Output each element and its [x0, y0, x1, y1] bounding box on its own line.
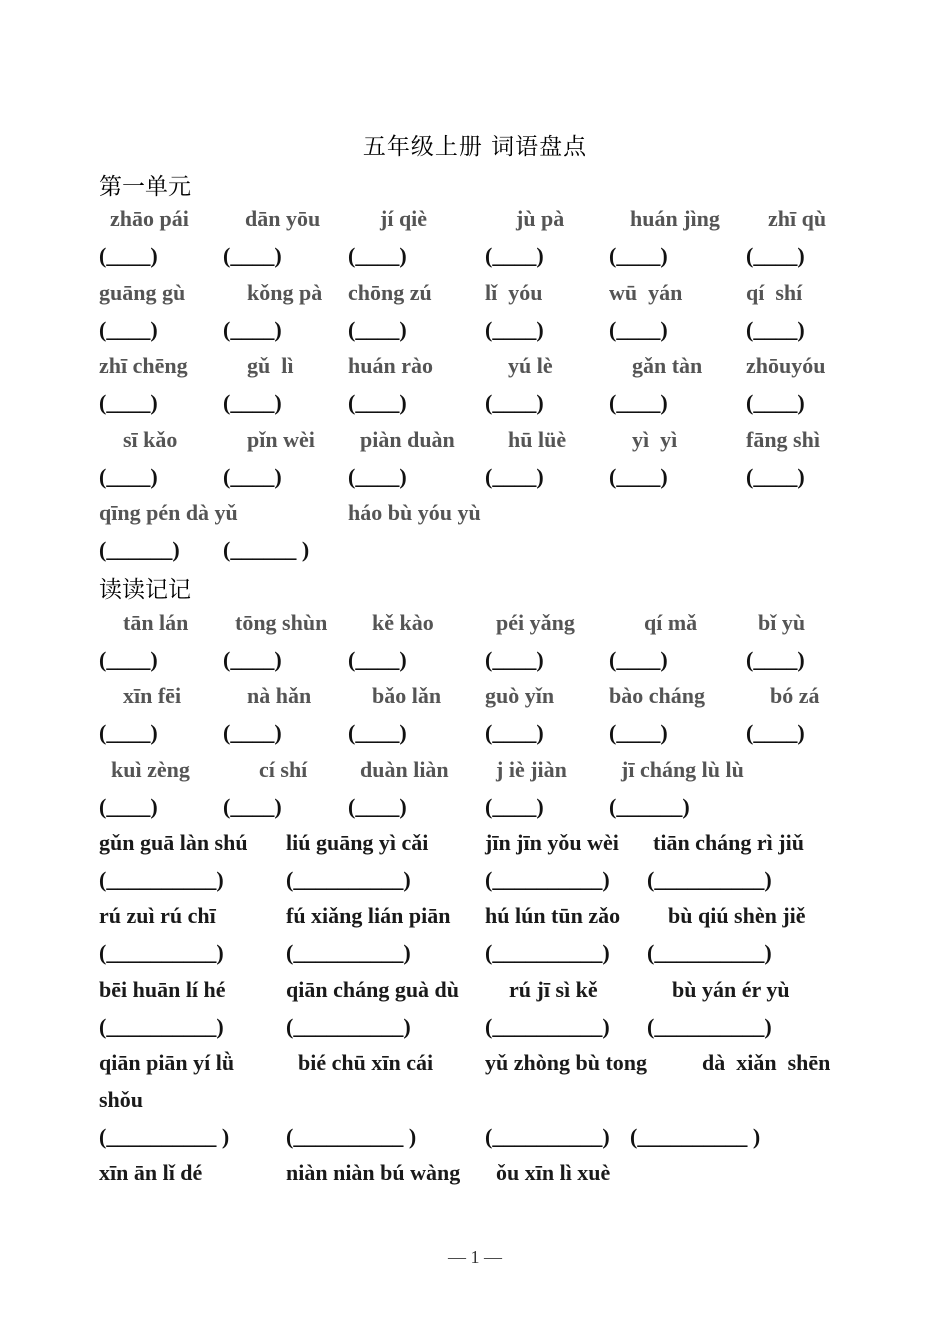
pinyin-word: tōng shùn	[235, 610, 328, 635]
pinyin-row	[0, 1158, 950, 1188]
answer-blank: (____)	[348, 464, 407, 489]
answer-blank: (__________)	[647, 940, 772, 965]
answer-blank: (____)	[99, 317, 158, 342]
pinyin-word: kuì zèng	[111, 757, 190, 782]
section-heading-unit-1: 第一单元	[99, 174, 191, 200]
page-number: — 1 —	[448, 1247, 502, 1267]
answer-blank: (____)	[99, 647, 158, 672]
answer-blank: (__________)	[485, 1014, 610, 1039]
answer-blank: (____)	[609, 243, 668, 268]
pinyin-idiom: qiān piān yí lǜ	[99, 1050, 235, 1075]
answer-blank: (____)	[223, 390, 282, 415]
pinyin-word: zhāo pái	[110, 206, 189, 231]
pinyin-idiom: dà xiǎn shēn	[702, 1050, 831, 1075]
pinyin-row	[0, 975, 950, 1005]
answer-blank: (____)	[99, 464, 158, 489]
pinyin-word: hū lüè	[508, 427, 567, 452]
answer-blank: (____)	[746, 464, 805, 489]
pinyin-idiom: bù qiú shèn jiě	[668, 903, 806, 928]
answer-blank: (____)	[99, 794, 158, 819]
pinyin-row	[0, 204, 950, 234]
pinyin-word: sī kǎo	[123, 427, 178, 452]
answer-blank: (____)	[485, 720, 544, 745]
pinyin-row	[0, 681, 950, 711]
answer-blank: (____)	[348, 317, 407, 342]
answer-blank: (____)	[485, 647, 544, 672]
pinyin-row-wrap	[0, 1085, 950, 1115]
answer-blank: (____)	[99, 243, 158, 268]
pinyin-idiom: bù yán ér yù	[672, 977, 790, 1002]
answer-blank: (____)	[746, 647, 805, 672]
pinyin-word: zhī qù	[768, 206, 827, 231]
answer-blank: (____)	[609, 720, 668, 745]
pinyin-row	[0, 1048, 950, 1078]
pinyin-word: jù pà	[516, 206, 565, 231]
pinyin-word: pǐn wèi	[247, 427, 315, 452]
pinyin-row	[0, 351, 950, 381]
pinyin-idiom: tiān cháng rì jiǔ	[653, 830, 804, 855]
answer-blank: (____)	[485, 243, 544, 268]
pinyin-row	[0, 425, 950, 455]
pinyin-idiom: bēi huān lí hé	[99, 977, 226, 1002]
blank-row	[0, 865, 950, 895]
answer-blank: (__________ )	[630, 1124, 761, 1149]
blank-row	[0, 315, 950, 345]
pinyin-word: péi yǎng	[496, 610, 575, 635]
answer-blank: (__________)	[647, 867, 772, 892]
pinyin-idiom: fú xiǎng lián piān	[286, 903, 451, 928]
answer-blank: (__________)	[99, 867, 224, 892]
pinyin-word: qí mǎ	[644, 610, 698, 635]
answer-blank: (__________)	[485, 1124, 610, 1149]
blank-row	[0, 241, 950, 271]
answer-blank: (____)	[223, 464, 282, 489]
pinyin-word: bǎo lǎn	[372, 683, 442, 708]
answer-blank: (____)	[99, 720, 158, 745]
pinyin-word: dān yōu	[245, 206, 321, 231]
pinyin-word: duàn liàn	[360, 757, 449, 782]
pinyin-word: guāng gù	[99, 280, 186, 305]
pinyin-word: bó zá	[770, 683, 820, 708]
pinyin-word: gǔ lì	[247, 353, 294, 378]
pinyin-row	[0, 828, 950, 858]
pinyin-word: háo bù yóu yù	[348, 500, 481, 525]
answer-blank: (____)	[746, 317, 805, 342]
pinyin-word: qí shí	[746, 280, 803, 305]
pinyin-idiom: jīn jīn yǒu wèi	[485, 830, 619, 855]
blank-row	[0, 718, 950, 748]
answer-blank: (__________)	[286, 867, 411, 892]
pinyin-row	[0, 608, 950, 638]
answer-blank: (____)	[348, 647, 407, 672]
answer-blank: (____)	[746, 243, 805, 268]
answer-blank: (____)	[99, 390, 158, 415]
answer-blank: (______)	[99, 537, 180, 562]
answer-blank: (____)	[223, 317, 282, 342]
blank-row	[0, 535, 950, 565]
answer-blank: (__________)	[485, 940, 610, 965]
pinyin-idiom: xīn ān lǐ dé	[99, 1160, 203, 1185]
pinyin-word: guò yǐn	[485, 683, 555, 708]
pinyin-word: cí shí	[259, 757, 308, 782]
pinyin-word: yì yì	[632, 427, 678, 452]
blank-row	[0, 792, 950, 822]
pinyin-word: huán jìng	[630, 206, 720, 231]
pinyin-idiom: gǔn guā làn shú	[99, 830, 248, 855]
pinyin-word: huán rào	[348, 353, 433, 378]
answer-blank: (__________)	[286, 940, 411, 965]
answer-blank: (__________)	[485, 867, 610, 892]
page-title: 五年级上册 词语盘点	[362, 134, 588, 160]
pinyin-idiom: qiān cháng guà dù	[286, 977, 460, 1002]
answer-blank: (____)	[609, 317, 668, 342]
blank-row	[0, 938, 950, 968]
answer-blank: (__________)	[99, 940, 224, 965]
answer-blank: (____)	[348, 720, 407, 745]
answer-blank: (__________ )	[99, 1124, 230, 1149]
pinyin-word: lǐ yóu	[485, 280, 543, 305]
pinyin-word: bào cháng	[609, 683, 705, 708]
answer-blank: (____)	[223, 243, 282, 268]
pinyin-word: wū yán	[609, 280, 683, 305]
blank-row	[0, 1122, 950, 1152]
answer-blank: (____)	[609, 390, 668, 415]
blank-row	[0, 1012, 950, 1042]
pinyin-word: chōng zú	[348, 280, 432, 305]
pinyin-word: kě kào	[372, 610, 434, 635]
answer-blank: (____)	[485, 464, 544, 489]
answer-blank: (__________)	[647, 1014, 772, 1039]
answer-blank: (__________)	[99, 1014, 224, 1039]
section-heading-read-and-memorize: 读读记记	[99, 577, 191, 603]
pinyin-idiom: bié chū xīn cái	[298, 1050, 434, 1075]
pinyin-idiom: liú guāng yì cǎi	[286, 830, 429, 855]
answer-blank: (__________)	[286, 1014, 411, 1039]
pinyin-word: zhōuyóu	[746, 353, 826, 378]
pinyin-word: qīng pén dà yǔ	[99, 500, 238, 525]
answer-blank: (____)	[485, 317, 544, 342]
pinyin-idiom: ǒu xīn lì xuè	[496, 1160, 611, 1185]
answer-blank: (____)	[348, 390, 407, 415]
pinyin-word: jí qiè	[380, 206, 428, 231]
answer-blank: (____)	[223, 720, 282, 745]
answer-blank: (____)	[485, 794, 544, 819]
answer-blank: (____)	[609, 464, 668, 489]
answer-blank: (____)	[609, 647, 668, 672]
pinyin-word: piàn duàn	[360, 427, 455, 452]
answer-blank: (____)	[223, 794, 282, 819]
pinyin-word: j iè jiàn	[496, 757, 567, 782]
pinyin-row	[0, 498, 950, 528]
answer-blank: (____)	[223, 647, 282, 672]
answer-blank: (____)	[746, 720, 805, 745]
answer-blank: (____)	[348, 243, 407, 268]
pinyin-row	[0, 901, 950, 931]
answer-blank: (______)	[609, 794, 690, 819]
pinyin-word: kǒng pà	[247, 280, 323, 305]
pinyin-idiom: yǔ zhòng bù tong	[485, 1050, 648, 1075]
pinyin-word: fāng shì	[746, 427, 820, 452]
answer-blank: (____)	[485, 390, 544, 415]
pinyin-word: jī cháng lù lù	[621, 757, 744, 782]
pinyin-word: gǎn tàn	[632, 353, 703, 378]
pinyin-word: nà hǎn	[247, 683, 312, 708]
pinyin-word: bǐ yù	[758, 610, 806, 635]
pinyin-idiom-continued: shǒu	[99, 1087, 144, 1112]
pinyin-word: yú lè	[508, 353, 553, 378]
pinyin-idiom: hú lún tūn zǎo	[485, 903, 621, 928]
pinyin-row	[0, 755, 950, 785]
answer-blank: (____)	[348, 794, 407, 819]
blank-row	[0, 645, 950, 675]
answer-blank: (______ )	[223, 537, 310, 562]
answer-blank: (____)	[746, 390, 805, 415]
answer-blank: (__________ )	[286, 1124, 417, 1149]
pinyin-word: xīn fēi	[123, 683, 182, 708]
pinyin-word: tān lán	[123, 610, 189, 635]
pinyin-row	[0, 278, 950, 308]
pinyin-idiom: rú zuì rú chī	[99, 903, 216, 928]
pinyin-idiom: niàn niàn bú wàng	[286, 1160, 461, 1185]
blank-row	[0, 388, 950, 418]
pinyin-word: zhī chēng	[99, 353, 188, 378]
pinyin-idiom: rú jī sì kě	[509, 977, 598, 1002]
blank-row	[0, 462, 950, 492]
